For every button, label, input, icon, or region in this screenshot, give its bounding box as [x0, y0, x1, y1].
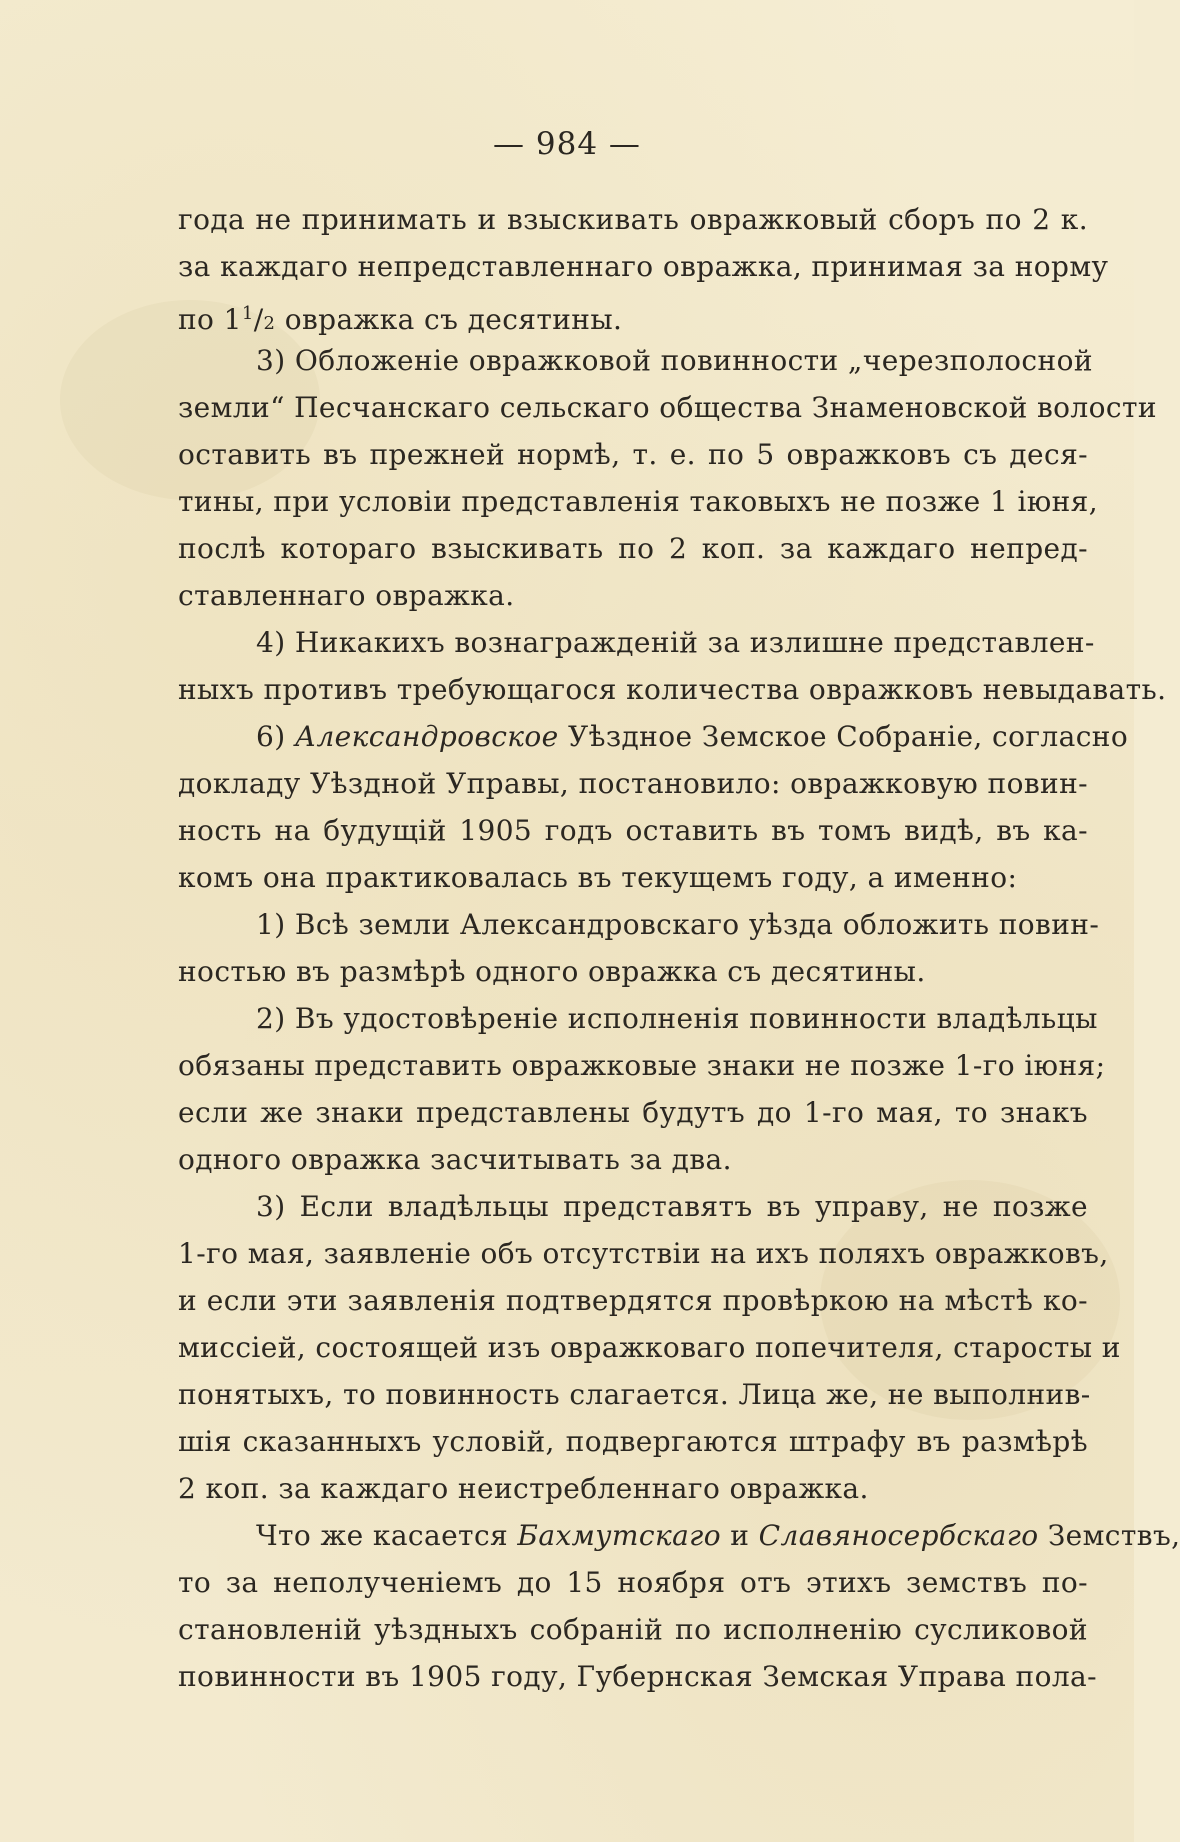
page-number: — 984 — — [493, 126, 641, 162]
text-line: года не принимать и взыскивать овражковый сборъ по 2 к. — [178, 203, 1088, 236]
text-line: одного овражка засчитывать за два. — [178, 1143, 732, 1176]
text-line: то за неполученіемъ до 15 ноября отъ этихъ земствъ по- — [178, 1566, 1088, 1599]
text-line: становленій уѣздныхъ собраній по исполненію сусликовой — [178, 1613, 1088, 1646]
text-line: и если эти заявленія подтвердятся провѣркою на мѣстѣ ко- — [178, 1284, 1088, 1317]
paragraph-start: Что же касается Бахмутскаго и Славяносербскаго Земствъ, — [256, 1519, 1180, 1552]
paragraph-start: 6) Александровское Уѣздное Земское Собраніе, согласно — [256, 720, 1129, 753]
emphasized-name: Бахмутскаго — [517, 1519, 721, 1552]
emphasized-name: Славяносербскаго — [758, 1519, 1039, 1552]
text-line: миссіей, состоящей изъ овражковаго попечителя, старосты и — [178, 1331, 1121, 1364]
text-line: послѣ котораго взыскивать по 2 коп. за каждаго непред- — [178, 532, 1088, 565]
text-line: оставить въ прежней нормѣ, т. е. по 5 овражковъ съ деся- — [178, 438, 1088, 471]
text-line: если же знаки представлены будутъ до 1-го мая, то знакъ — [178, 1096, 1088, 1129]
text-line: земли“ Песчанскаго сельскаго общества Знаменовской волости — [178, 391, 1157, 424]
text-line: 2 коп. за каждаго неистребленнаго овражка. — [178, 1472, 869, 1505]
text-line: тины, при условіи представленія таковыхъ не позже 1 іюня, — [178, 485, 1099, 518]
paragraph-start: 1) Всѣ земли Александровскаго уѣзда обложить повин- — [256, 908, 1100, 941]
text-line: повинности въ 1905 году, Губернская Земская Управа пола- — [178, 1660, 1097, 1693]
paragraph-start: 2) Въ удостовѣреніе исполненія повинности владѣльцы — [256, 1002, 1098, 1035]
text-line: комъ она практиковалась въ текущемъ году, а именно: — [178, 861, 1018, 894]
text-line: ностью въ размѣрѣ одного овражка съ десятины. — [178, 955, 926, 988]
text-line: ныхъ противъ требующагося количества овражковъ невыдавать. — [178, 673, 1167, 706]
text-line: обязаны представить овражковые знаки не позже 1-го іюня; — [178, 1049, 1106, 1082]
text-line: по $1^1/2$ овражка съ десятины. — [178, 303, 623, 336]
emphasized-name: Александровское — [294, 720, 559, 753]
paragraph-start: 4) Никакихъ вознагражденій за излишне представлен- — [256, 626, 1095, 659]
text-line: за каждаго непредставленнаго овражка, принимая за норму — [178, 250, 1109, 283]
text-line: ность на будущій 1905 годъ оставить въ томъ видѣ, въ ка- — [178, 814, 1088, 847]
paragraph-start: 3) Если владѣльцы представятъ въ управу, не позже — [256, 1190, 1088, 1223]
text-line: ставленнаго овражка. — [178, 579, 515, 612]
text-line: 1-го мая, заявленіе объ отсутствіи на ихъ поляхъ овражковъ, — [178, 1237, 1109, 1270]
text-line: шія сказанныхъ условій, подвергаются штрафу въ размѣрѣ — [178, 1425, 1088, 1458]
text-line: докладу Уѣздной Управы, постановило: овражковую повин- — [178, 767, 1088, 800]
body-text — [178, 196, 1180, 1700]
text-line: понятыхъ, то повинность слагается. Лица же, не выполнив- — [178, 1378, 1091, 1411]
paragraph-start: 3) Обложеніе овражковой повинности „черезполосной — [256, 344, 1093, 377]
